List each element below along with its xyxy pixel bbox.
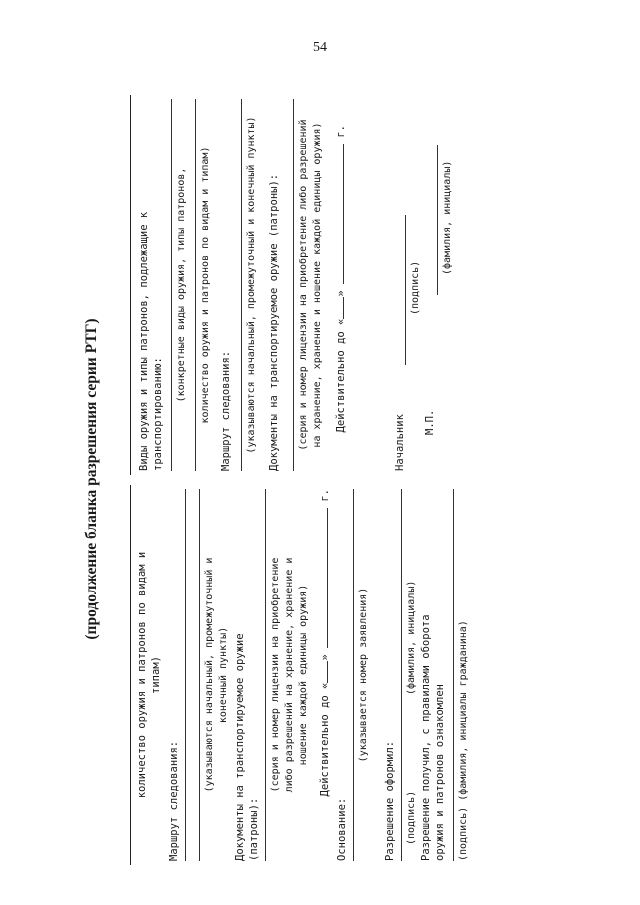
qty-text-cont: типам) <box>150 656 162 694</box>
license-hint: (серия и номер лицензии на приобретение <box>270 557 281 793</box>
route-label: Маршрут следования: <box>168 740 180 861</box>
license-hint-cont: либо разрешений на хранение, хранение и <box>284 557 295 793</box>
route-hint-cont: конечный пункты) <box>218 626 229 724</box>
valid-until-prefix: Действительно до « <box>319 682 331 797</box>
docs-line-right <box>293 99 294 471</box>
license-hint-right-cont: на хранение, хранение и ношение каждой единицы оружия) <box>312 122 323 448</box>
issued-label: Разрешение оформил: <box>384 740 396 861</box>
route-line-2 <box>199 489 200 861</box>
route-label-right: Маршрут следования: <box>220 350 232 471</box>
issued-name-hint: (фамилия, инициалы) <box>406 580 417 695</box>
chief-name-line <box>425 145 438 295</box>
types-line-2 <box>195 99 196 471</box>
chief-name-hint: (фамилия, инициалы) <box>442 160 453 275</box>
received-text-cont: оружия и патронов ознакомлен <box>434 683 446 861</box>
route-hint: (указываются начальный, промежуточный и <box>204 557 215 793</box>
valid-until-right-suffix: г. <box>335 125 347 138</box>
qty-hint: количество оружия и патронов по видам и типам) <box>200 146 211 424</box>
docs-label-right: Документы на транспортируемое оружие (патроны): <box>268 173 280 471</box>
route-line <box>185 489 186 861</box>
chief-label: Начальник <box>394 414 406 471</box>
form-panel-right <box>130 95 511 475</box>
types-label-cont: транспортированию: <box>152 357 164 471</box>
types-hint: (конкретные виды оружия, типы патронов, <box>176 167 187 403</box>
valid-until-right-prefix: Действительно до « <box>335 318 347 433</box>
types-label: Виды оружия и типы патронов, подлежащие к <box>138 211 150 471</box>
docs-line <box>265 489 266 861</box>
basis-label: Основание: <box>336 797 348 861</box>
license-hint-end: ношение каждой единицы оружия) <box>298 584 309 766</box>
basis-hint: (указывается номер заявления) <box>358 587 369 763</box>
valid-until-right <box>333 125 348 471</box>
types-line <box>171 99 172 471</box>
docs-label-cont: (патроны): <box>248 797 260 861</box>
day-blank-right <box>333 297 344 319</box>
valid-until-quote: » <box>319 654 331 661</box>
qty-text: количество оружия и патронов по видам и <box>136 551 148 799</box>
route-hint-right: (указываются начальный, промежуточный и конечный пункты) <box>246 116 257 454</box>
chief-sign-line <box>393 215 406 365</box>
citizen-line <box>453 489 454 861</box>
form-panel-left <box>130 485 511 865</box>
day-blank <box>317 661 328 683</box>
stamp-label: М.П. <box>424 409 436 435</box>
valid-until-right-quote: » <box>335 290 347 297</box>
received-text: Разрешение получил, с правилами оборота <box>420 614 432 861</box>
valid-until-suffix: г. <box>319 489 331 502</box>
page-number: 54 <box>313 40 327 55</box>
chief-sign-hint: (подпись) <box>410 260 421 315</box>
page-title: (продолжение бланка разрешения серии РТГ) <box>83 318 100 640</box>
route-line-right <box>241 99 242 471</box>
issued-sign-hint: (подпись) <box>406 790 417 845</box>
date-blank <box>317 508 328 648</box>
valid-until <box>317 489 332 861</box>
basis-line <box>353 489 354 861</box>
permit-form <box>130 95 510 865</box>
issued-line <box>401 489 402 861</box>
date-blank-right <box>333 144 344 284</box>
citizen-hint: (подпись) (фамилия, инициалы гражданина) <box>458 620 469 861</box>
license-hint-right: (серия и номер лицензии на приобретение либо разрешений <box>298 119 309 451</box>
docs-label: Документы на транспортируемое оружие <box>234 633 246 861</box>
